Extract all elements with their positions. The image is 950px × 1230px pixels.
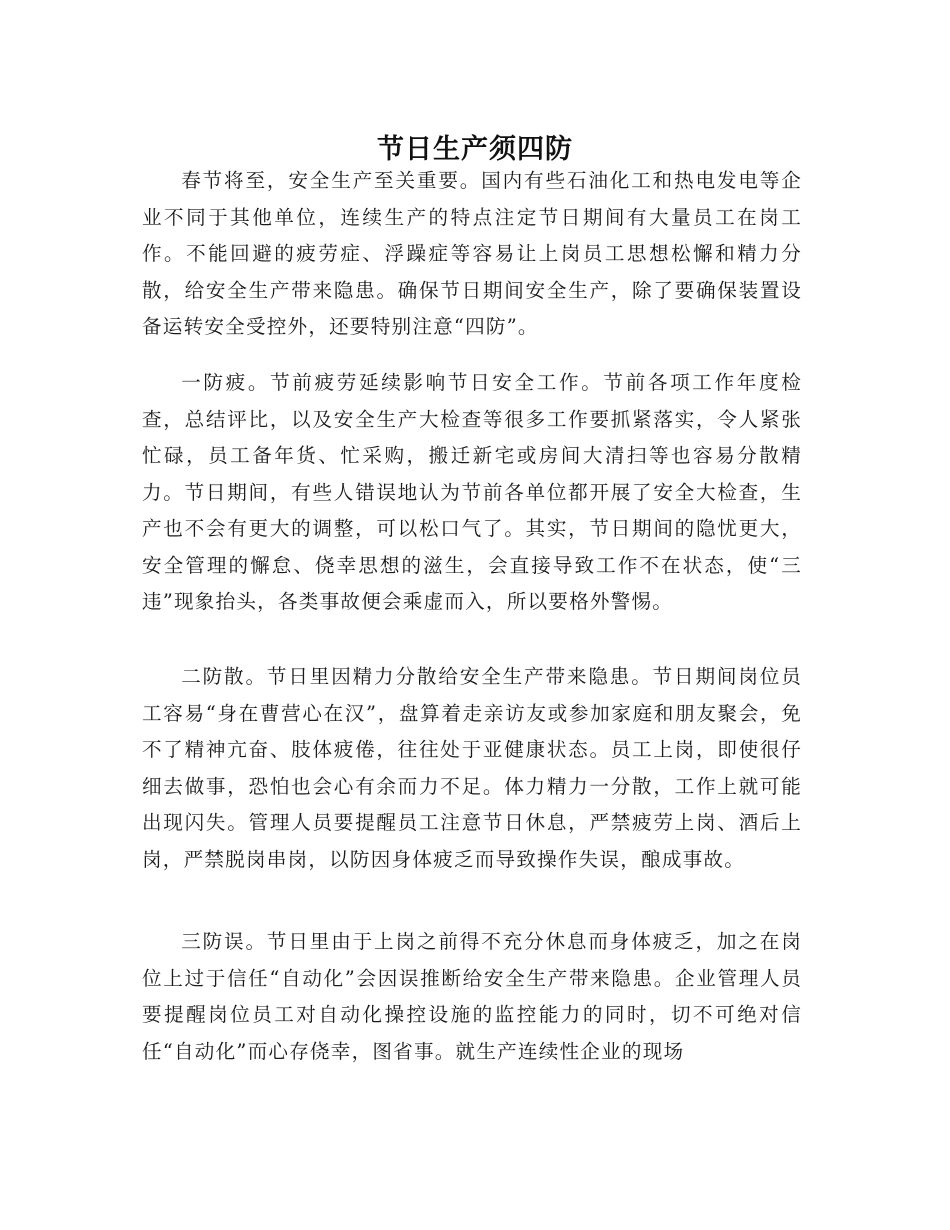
document-title: 节日生产须四防: [377, 134, 573, 166]
paragraph-prevent-fatigue: 一防疲。节前疲劳延续影响节日安全工作。节前各项工作年度检查，总结评比，以及安全生产大检查等很多工作要抓紧落实，令人紧张忙碌，员工备年货、忙采购，搬迁新宅或房间大清扫等也容易分散精力。节日期间，有些人错误地认为节前各单位都开展了安全大检查，生产也不会有更大的调整，可以松口气了。其实，节日期间的隐忧更大，安全管理的懈怠、侥幸思想的滋生，会直接导致工作不在状态，使“三违”现象抬头，各类事故便会乘虚而入，所以要格外警惕。: [142, 371, 802, 613]
paragraph-prevent-error: 三防误。节日里由于上岗之前得不充分休息而身体疲乏，加之在岗位上过于信任“自动化”会因误推断给安全生产带来隐患。企业管理人员要提醒岗位员工对自动化操控设施的监控能力的同时，切不可绝对信任“自动化”而心存侥幸，图省事。就生产连续性企业的现场: [142, 930, 802, 1063]
paragraph-prevent-distraction: 二防散。节日里因精力分散给安全生产带来隐患。节日期间岗位员工容易“身在曹营心在汉”，盘算着走亲访友或参加家庭和朋友聚会，免不了精神亢奋、肢体疲倦，往往处于亚健康状态。员工上岗，即使很仔细去做事，恐怕也会心有余而力不足。体力精力一分散，工作上就可能出现闪失。管理人员要提醒员工注意节日休息，严禁疲劳上岗、酒后上岗，严禁脱岗串岗，以防因身体疲乏而导致操作失误，酿成事故。: [142, 665, 802, 871]
paragraph-intro: 春节将至，安全生产至关重要。国内有些石油化工和热电发电等企业不同于其他单位，连续生产的特点注定节日期间有大量员工在岗工作。不能回避的疲劳症、浮躁症等容易让上岗员工思想松懈和精力分散，给安全生产带来隐患。确保节日期间安全生产，除了要确保装置设备运转安全受控外，还要特别注意“四防”。: [142, 169, 802, 338]
